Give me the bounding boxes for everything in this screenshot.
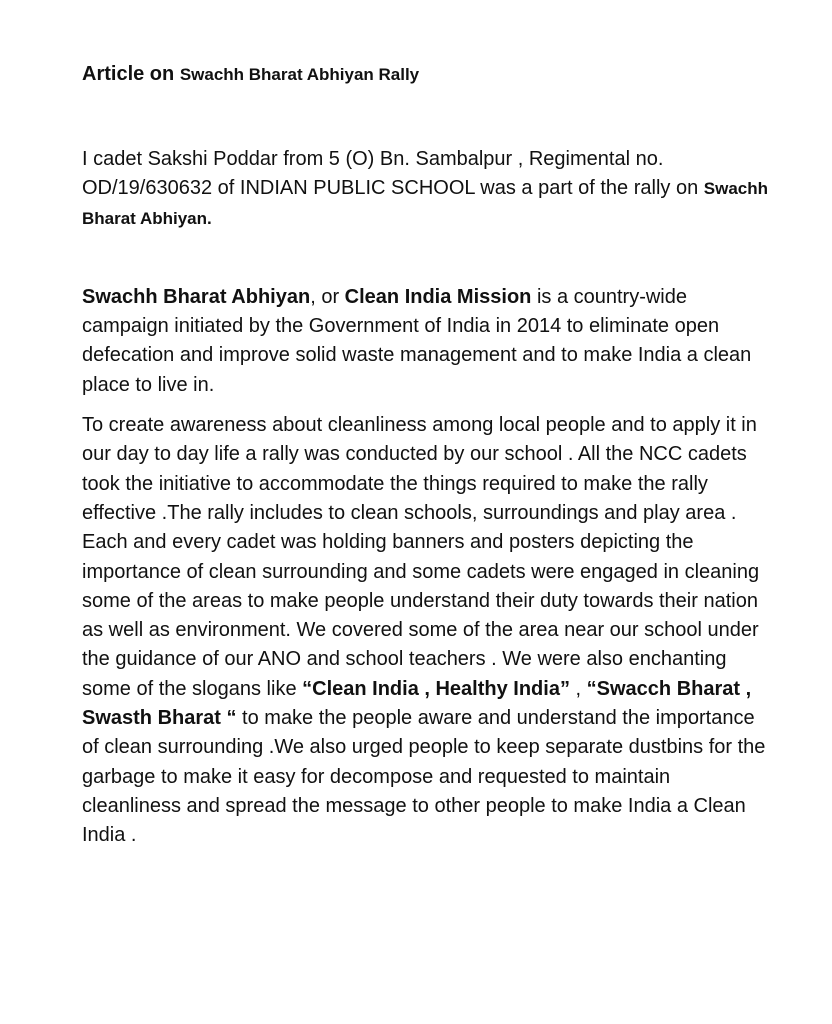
article-page: [82, 60, 772, 851]
slogan-2: “Swacch Bharat , Swasth Bharat “: [82, 677, 752, 730]
body-text-after: to make the people aware and understand the importance of clean surrounding .We also urged people to keep separate dustbins for the garbage to make it easy for decompose and requested to maintain cleanliness and spread the message to other people to make India a Clean India .: [82, 707, 771, 847]
intro-paragraph: [82, 145, 772, 233]
slogan-1: “Clean India , Healthy India”: [302, 677, 570, 700]
definition-text: is a country-wide campaign initiated by the Government of India in 2014 to eliminate open defecation and improve solid waste management and to make India a clean place to live in.: [82, 285, 752, 396]
definition-connector: , or: [310, 285, 340, 308]
title-subject: Swachh Bharat Abhiyan Rally: [179, 65, 420, 84]
intro-bold-tail: Swachh Bharat Abhiyan.: [82, 179, 769, 228]
body-paragraph: [82, 411, 772, 850]
article-title: [82, 60, 772, 89]
slogan-separator: ,: [575, 677, 582, 700]
body-text-before: To create awareness about cleanliness among local people and to apply it in our day to day life a rally was conducted by our school . All the NCC cadets took the initiative to accommodate the things required to make the rally effective .The rally includes to clean schools, surroundings and play area . Each and every cadet was holding banners and posters depicting the importance of clean surrounding and some cadets were engaged in cleaning some of the areas to make people understand their duty towards their nation as well as environment. We covered some of the area near our school under the guidance of our ANO and school teachers . We were also enchanting some of the slogans like: [82, 414, 760, 700]
title-prefix: Article on: [82, 63, 175, 85]
definition-term-2: Clean India Mission: [344, 285, 532, 308]
intro-text: I cadet Sakshi Poddar from 5 (O) Bn. Sambalpur , Regimental no. OD/19/630632 of INDIAN PUBLIC SCHOOL was a part of the rally on: [82, 148, 699, 200]
definition-paragraph: [82, 283, 772, 400]
definition-term-1: Swachh Bharat Abhiyan: [82, 285, 311, 308]
